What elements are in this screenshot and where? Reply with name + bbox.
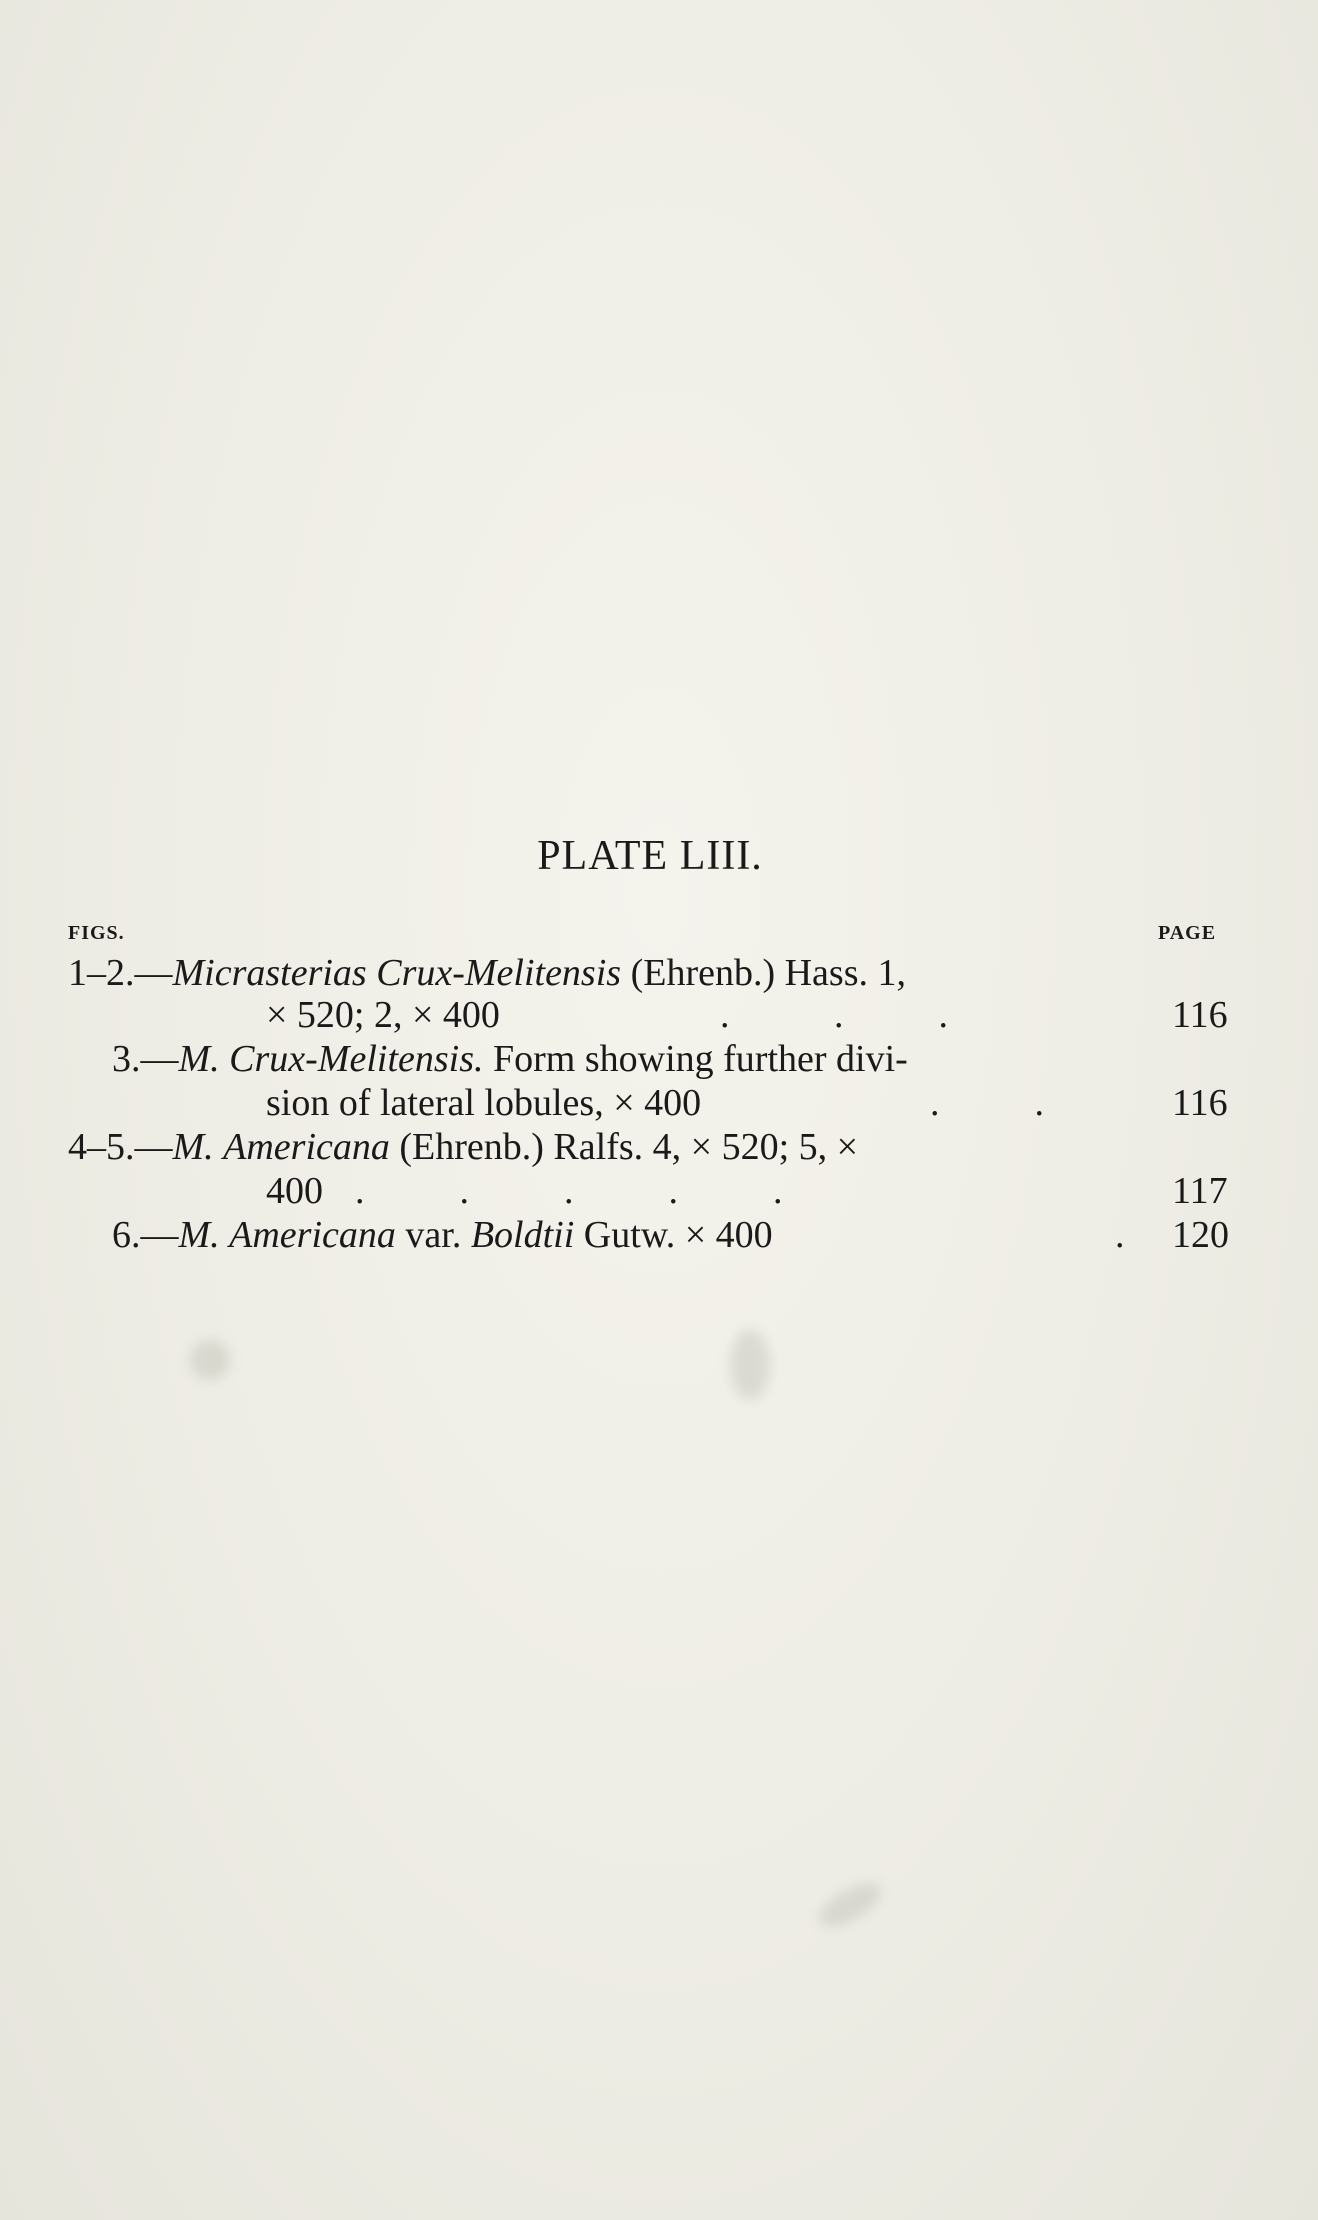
- entry-species: Crux-Melitensis.: [229, 1038, 484, 1080]
- entry-2-line-2: sion of lateral lobules, × 400: [266, 1082, 702, 1124]
- dot-leader: . .: [930, 1082, 1044, 1124]
- entry-authority: (Ehrenb.) Hass. 1,: [630, 952, 907, 994]
- entry-fig-number: 3.—: [112, 1038, 179, 1080]
- entry-var: var.: [405, 1214, 462, 1256]
- dot-leader: .: [1115, 1214, 1125, 1256]
- entry-description: Form showing further divi-: [493, 1038, 908, 1080]
- entry-1-line-2: × 520; 2, × 400: [266, 994, 500, 1036]
- plate-title: PLATE LIII.: [537, 833, 763, 879]
- entry-abbr: M.: [178, 1214, 220, 1256]
- entry-fig-number: 1–2.—: [68, 952, 173, 994]
- entry-variety: Boldtii: [470, 1214, 575, 1256]
- page-smudge: [190, 1340, 230, 1380]
- entry-species: Americana: [223, 1126, 390, 1168]
- entry-4-line-1: [112, 1212, 773, 1258]
- dot-leader: . . . . .: [355, 1170, 783, 1212]
- entry-abbr: M.: [178, 1038, 220, 1080]
- entry-page-number: 116: [1172, 1082, 1228, 1124]
- entry-authority: (Ehrenb.) Ralfs. 4, × 520; 5, ×: [399, 1126, 859, 1168]
- entry-abbr: M.: [172, 1126, 214, 1168]
- figs-column-header: FIGS.: [68, 922, 125, 944]
- entry-page-number: 116: [1172, 994, 1228, 1036]
- page-smudge: [812, 1875, 888, 1936]
- entry-2-line-1: [112, 1036, 908, 1082]
- entry-genus: Micrasterias: [172, 952, 367, 994]
- entry-3-line-1: [68, 1124, 858, 1170]
- entry-page-number: 117: [1172, 1170, 1228, 1212]
- dot-leader: . . .: [720, 994, 948, 1036]
- entry-page-number: 120: [1172, 1214, 1229, 1256]
- entry-fig-number: 4–5.—: [68, 1126, 173, 1168]
- page-column-header: PAGE: [1158, 922, 1217, 944]
- entry-1-line-1: [68, 950, 906, 996]
- page-smudge: [730, 1330, 770, 1400]
- entry-species: Americana: [229, 1214, 396, 1256]
- entry-species: Crux-Melitensis: [376, 952, 622, 994]
- entry-authority: Gutw. × 400: [583, 1214, 773, 1256]
- entry-fig-number: 6.—: [112, 1214, 179, 1256]
- entry-3-line-2: 400: [266, 1170, 323, 1212]
